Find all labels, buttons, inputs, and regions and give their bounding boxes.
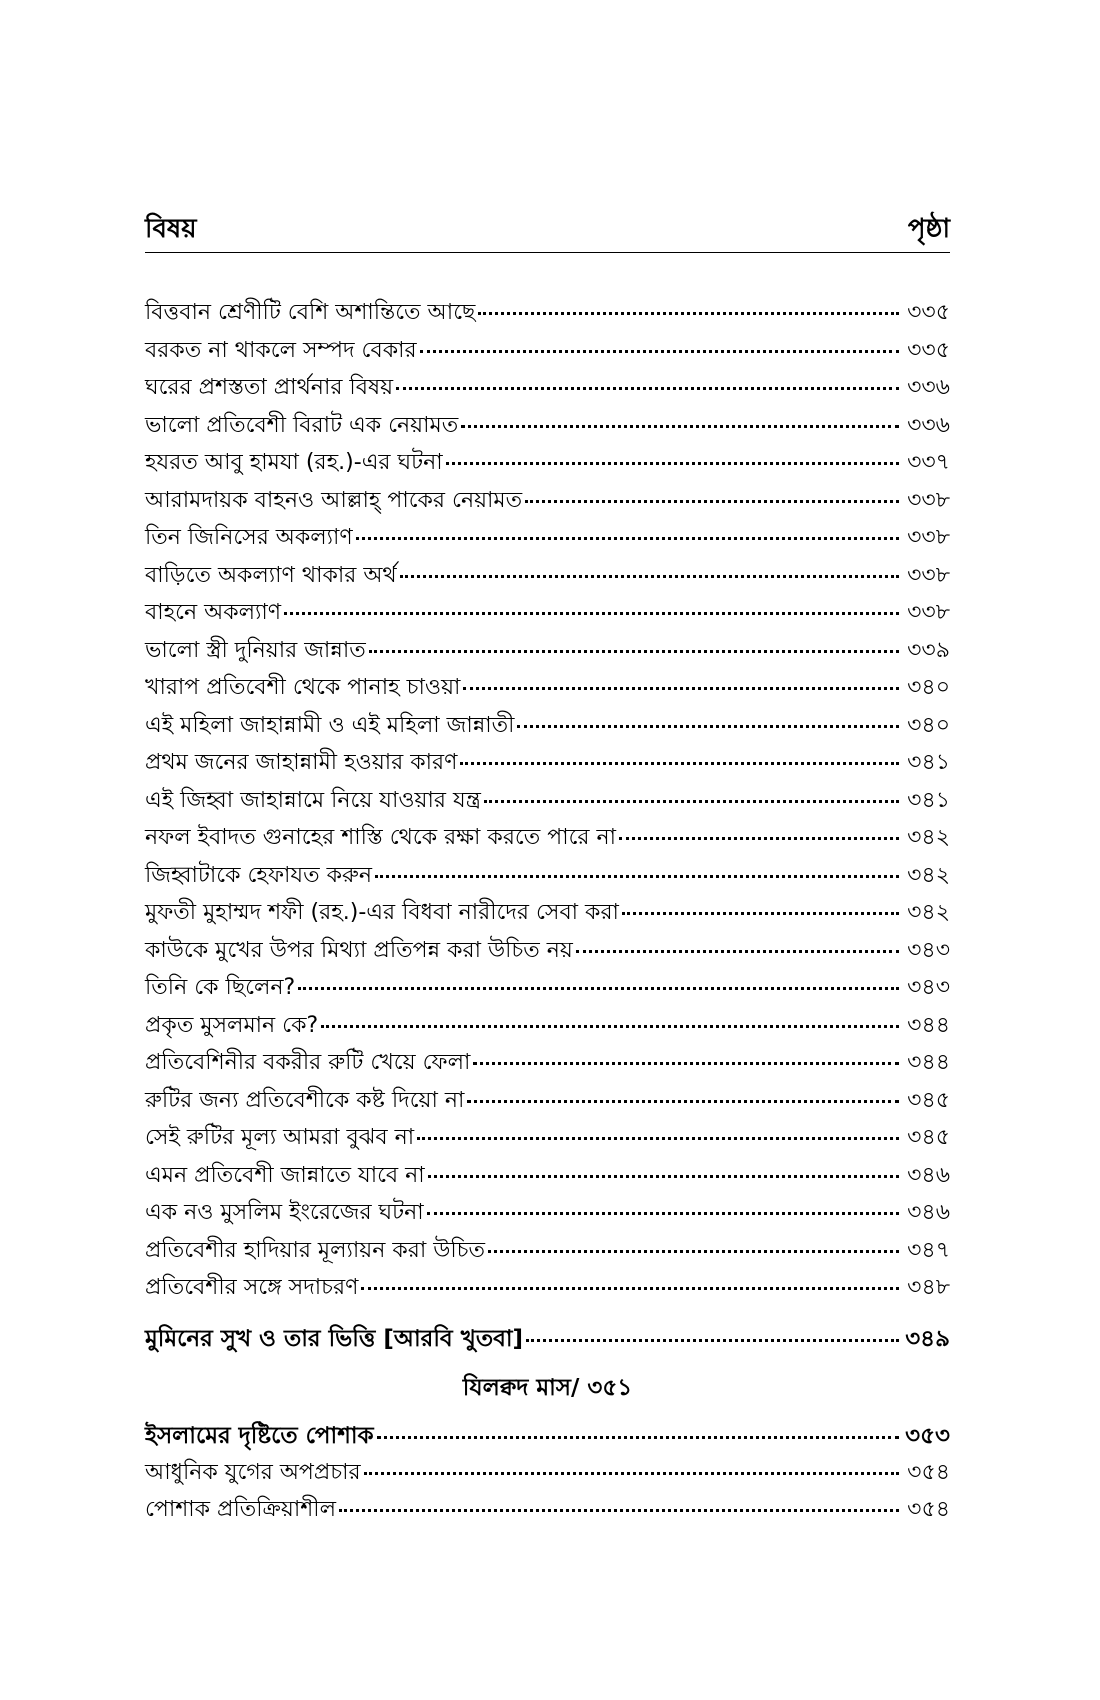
entry-title: পোশাক প্রতিক্রিয়াশীল <box>145 1497 336 1522</box>
section-entries <box>145 1455 950 1530</box>
toc-entry <box>145 1120 950 1158</box>
table-of-contents <box>145 210 950 1530</box>
dot-leader <box>488 1249 899 1253</box>
entry-title: প্রতিবেশীর হাদিয়ার মূল্যায়ন করা উচিত <box>145 1237 486 1263</box>
toc-entries <box>145 295 950 1308</box>
entry-title: মুফতী মুহাম্মদ শফী (রহ.)-এর বিধবা নারীদের সেবা করা <box>145 900 619 925</box>
entry-page: ৩৪৮ <box>907 1275 950 1300</box>
dot-leader <box>417 1136 899 1140</box>
dot-leader <box>369 649 899 653</box>
toc-header <box>145 210 950 253</box>
entry-title: প্রকৃত মুসলমান কে? <box>145 1012 319 1038</box>
dot-leader <box>622 911 899 915</box>
dot-leader <box>484 799 899 803</box>
toc-entry <box>145 1270 950 1308</box>
chapter-entry <box>145 1320 950 1358</box>
entry-page: ৩৫৪ <box>907 1497 950 1522</box>
entry-title: ভালো স্ত্রী দুনিয়ার জান্নাত <box>145 637 366 663</box>
entry-page: ৩৩৬ <box>907 412 950 438</box>
dot-leader <box>517 724 899 728</box>
entry-page: ৩৩৮ <box>907 600 950 625</box>
entry-title: ভালো প্রতিবেশী বিরাট এক নেয়ামত <box>145 412 459 438</box>
entry-page: ৩৩৫ <box>907 337 950 363</box>
entry-page: ৩৩৮ <box>907 487 950 513</box>
entry-title: নফল ইবাদত গুনাহের শাস্তি থেকে রক্ষা করতে পারে না <box>145 825 617 850</box>
entry-page: ৩৪৪ <box>907 1050 950 1075</box>
toc-entry <box>145 1195 950 1233</box>
toc-entry <box>145 1455 950 1493</box>
dot-leader <box>619 836 899 840</box>
entry-title: এক নও মুসলিম ইংরেজের ঘটনা <box>145 1200 424 1225</box>
entry-page: ৩৪৬ <box>907 1200 950 1225</box>
toc-entry <box>145 970 950 1008</box>
dot-leader <box>467 1099 899 1103</box>
entry-title: এমন প্রতিবেশী জান্নাতে যাবে না <box>145 1162 425 1188</box>
toc-entry <box>145 595 950 633</box>
entry-title: তিন জিনিসের অকল্যাণ <box>145 525 353 550</box>
dot-leader <box>284 611 899 615</box>
entry-page: ৩৪২ <box>907 862 950 888</box>
dot-leader <box>461 424 899 428</box>
dot-leader <box>478 311 899 315</box>
entry-title: আধুনিক যুগের অপপ্রচার <box>145 1459 361 1485</box>
toc-entry <box>145 708 950 746</box>
entry-page: ৩৩৬ <box>907 375 950 400</box>
toc-entry <box>145 895 950 933</box>
entry-title: মুমিনের সুখ ও তার ভিত্তি [আরবি খুতবা] <box>145 1325 524 1352</box>
entry-page: ৩৩৮ <box>907 525 950 550</box>
entry-title: সেই রুটির মূল্য আমরা বুঝব না <box>145 1125 415 1150</box>
toc-entry <box>145 483 950 521</box>
toc-entry <box>145 558 950 596</box>
entry-title: রুটির জন্য প্রতিবেশীকে কষ্ট দিয়ো না <box>145 1087 465 1113</box>
dot-leader <box>400 574 899 578</box>
dot-leader <box>420 349 899 353</box>
entry-page: ৩৪১ <box>907 750 950 775</box>
section-heading: যিলক্বদ মাস/ ৩৫১ <box>462 1375 633 1401</box>
dot-leader <box>298 986 899 990</box>
toc-entry <box>145 1158 950 1196</box>
entry-title: আরামদায়ক বাহনও আল্লাহ্ পাকের নেয়ামত <box>145 487 523 513</box>
entry-title: বিত্তবান শ্রেণীটি বেশি অশান্তিতে আছে <box>145 300 476 325</box>
entry-page: ৩৩৯ <box>907 637 950 663</box>
toc-entry <box>145 445 950 483</box>
section-chapter-entry <box>145 1417 950 1455</box>
dot-leader <box>339 1508 899 1512</box>
entry-title: জিহ্বাটাকে হেফাযত করুন <box>145 862 373 888</box>
entry-title: প্রথম জনের জাহান্নামী হওয়ার কারণ <box>145 750 458 775</box>
entry-page: ৩৪০ <box>907 675 950 700</box>
toc-entry <box>145 333 950 371</box>
toc-entry <box>145 858 950 896</box>
toc-entry <box>145 670 950 708</box>
entry-page: ৩৪১ <box>907 787 950 813</box>
dot-leader <box>526 1338 899 1342</box>
toc-entry <box>145 820 950 858</box>
entry-title: প্রতিবেশিনীর বকরীর রুটি খেয়ে ফেলা <box>145 1050 471 1075</box>
dot-leader <box>427 1211 899 1215</box>
entry-title: কাউকে মুখের উপর মিথ্যা প্রতিপন্ন করা উচিত নয় <box>145 937 573 963</box>
entry-title: হযরত আবু হামযা (রহ.)-এর ঘটনা <box>145 450 443 475</box>
entry-page: ৩৩৭ <box>907 450 950 475</box>
entry-page: ৩৪২ <box>907 825 950 850</box>
entry-title: প্রতিবেশীর সঙ্গে সদাচরণ <box>145 1275 359 1300</box>
dot-leader <box>361 1286 899 1290</box>
dot-leader <box>356 536 899 540</box>
toc-entry <box>145 1008 950 1046</box>
entry-page: ৩৫৪ <box>907 1459 950 1485</box>
toc-entry <box>145 1045 950 1083</box>
toc-entry <box>145 1233 950 1271</box>
entry-title: এই জিহ্বা জাহান্নামে নিয়ে যাওয়ার যন্ত্র <box>145 787 481 813</box>
entry-page: ৩৪৪ <box>907 1012 950 1038</box>
entry-page: ৩৪০ <box>907 712 950 738</box>
entry-page: ৩৪৭ <box>907 1237 950 1263</box>
entry-page: ৩৩৮ <box>907 562 950 588</box>
toc-entry <box>145 633 950 671</box>
toc-entry <box>145 745 950 783</box>
entry-page: ৩৪২ <box>907 900 950 925</box>
toc-entry <box>145 408 950 446</box>
entry-page: ৩৪৩ <box>907 975 950 1000</box>
entry-title: তিনি কে ছিলেন? <box>145 975 296 1000</box>
entry-title: বাহনে অকল্যাণ <box>145 600 282 625</box>
toc-entry <box>145 1492 950 1530</box>
entry-title: বাড়িতে অকল্যাণ থাকার অর্থ <box>145 562 397 588</box>
dot-leader <box>473 1061 899 1065</box>
dot-leader <box>525 499 899 503</box>
dot-leader <box>446 461 899 465</box>
dot-leader <box>463 686 899 690</box>
entry-page: ৩৩৫ <box>907 300 950 325</box>
entry-title: এই মহিলা জাহান্নামী ও এই মহিলা জান্নাতী <box>145 712 515 738</box>
dot-leader <box>377 1435 899 1439</box>
dot-leader <box>375 874 899 878</box>
entry-page: ৩৪৯ <box>905 1325 950 1352</box>
dot-leader <box>364 1471 899 1475</box>
page-column-label: পৃষ্ঠা <box>907 214 950 244</box>
dot-leader <box>321 1024 899 1028</box>
toc-entry <box>145 1083 950 1121</box>
entry-page: ৩৪৫ <box>907 1125 950 1150</box>
entry-title: ঘরের প্রশস্ততা প্রার্থনার বিষয় <box>145 375 394 400</box>
toc-entry <box>145 933 950 971</box>
entry-title: বরকত না থাকলে সম্পদ বেকার <box>145 337 417 363</box>
dot-leader <box>396 386 899 390</box>
entry-page: ৩৪৫ <box>907 1087 950 1113</box>
toc-entry <box>145 783 950 821</box>
toc-entry <box>145 370 950 408</box>
entry-page: ৩৪৬ <box>907 1162 950 1188</box>
dot-leader <box>460 761 899 765</box>
dot-leader <box>428 1174 899 1178</box>
entry-page: ৩৪৩ <box>907 937 950 963</box>
entry-page: ৩৫৩ <box>905 1423 950 1449</box>
entry-title: ইসলামের দৃষ্টিতে পোশাক <box>145 1423 374 1449</box>
entry-title: খারাপ প্রতিবেশী থেকে পানাহ চাওয়া <box>145 675 461 700</box>
topic-column-label: বিষয় <box>145 214 197 244</box>
toc-entry <box>145 520 950 558</box>
toc-entry <box>145 295 950 333</box>
dot-leader <box>576 949 899 953</box>
